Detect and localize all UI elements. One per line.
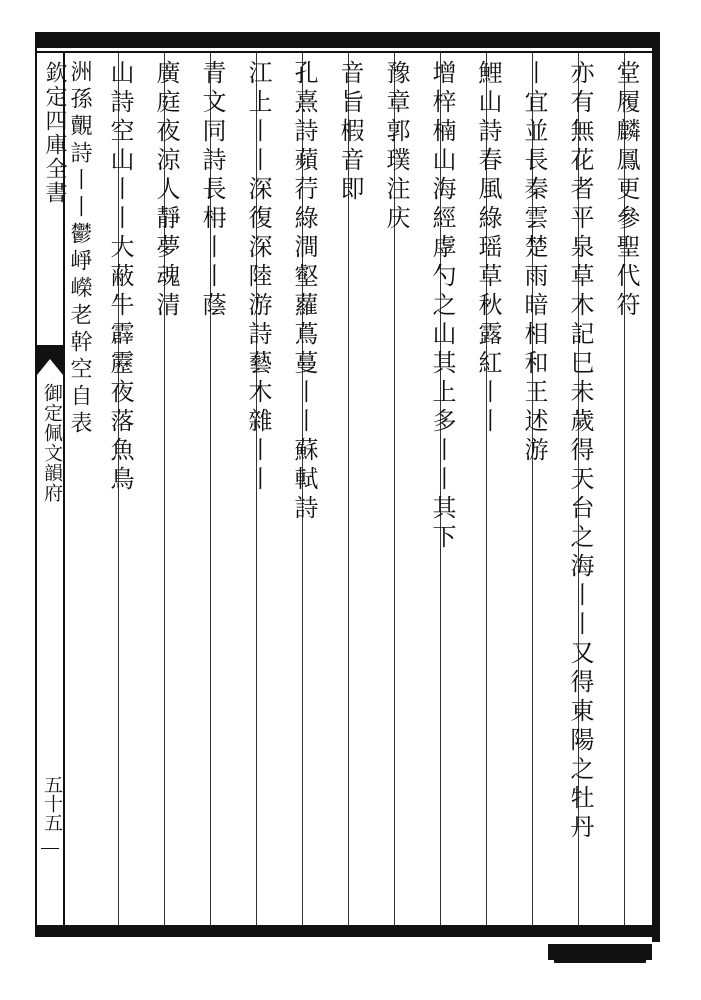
text-column: 增梓楠山海經虖勺之山其上多丨丨其下: [428, 60, 456, 553]
fish-tail-mark: [37, 345, 63, 375]
text-column: 丨宜並長秦雲楚雨暗相和王述游: [520, 60, 548, 466]
corner-tab-inner: [554, 960, 646, 963]
frame-top: [35, 32, 657, 48]
book-title: 欽定四庫全書: [42, 61, 67, 205]
corner-tab: [548, 944, 652, 960]
text-column: 孔熹詩蘋荇綠澗壑蘿蔦蔓丨丨蘇軾詩: [290, 60, 318, 524]
text-column: 江上丨丨深復深陸游詩藝木雜丨丨: [244, 60, 272, 495]
margin-column: [37, 53, 65, 925]
text-column: 鯉山詩春風綠瑶草秋露紅丨丨: [474, 60, 502, 437]
text-column: 洲孫覿詩丨丨鬱崢嶸老幹空自表: [67, 60, 92, 438]
frame-top-line: [35, 51, 657, 53]
text-column: 青文同詩長枏丨丨蔭: [198, 60, 226, 321]
page-number: 五十五: [41, 775, 63, 832]
text-column: 豫章郭璞注庆: [382, 60, 410, 234]
work-title: 御定佩文韻府: [41, 383, 63, 503]
frame-bottom: [35, 925, 660, 937]
text-column: 音旨椵音即: [336, 60, 364, 205]
margin-rule: [41, 848, 59, 849]
text-column: 廣庭夜涼人靜夢魂清: [152, 60, 180, 321]
text-column: 亦有無花者平泉草木記巳未歲得天台之海丨丨又得東陽之牡丹: [566, 60, 594, 843]
text-column: 山詩空山丨丨大蔽牛霹靂夜落魚鳥: [106, 60, 134, 495]
text-column: 堂履麟鳳更參聖代符: [612, 60, 640, 321]
